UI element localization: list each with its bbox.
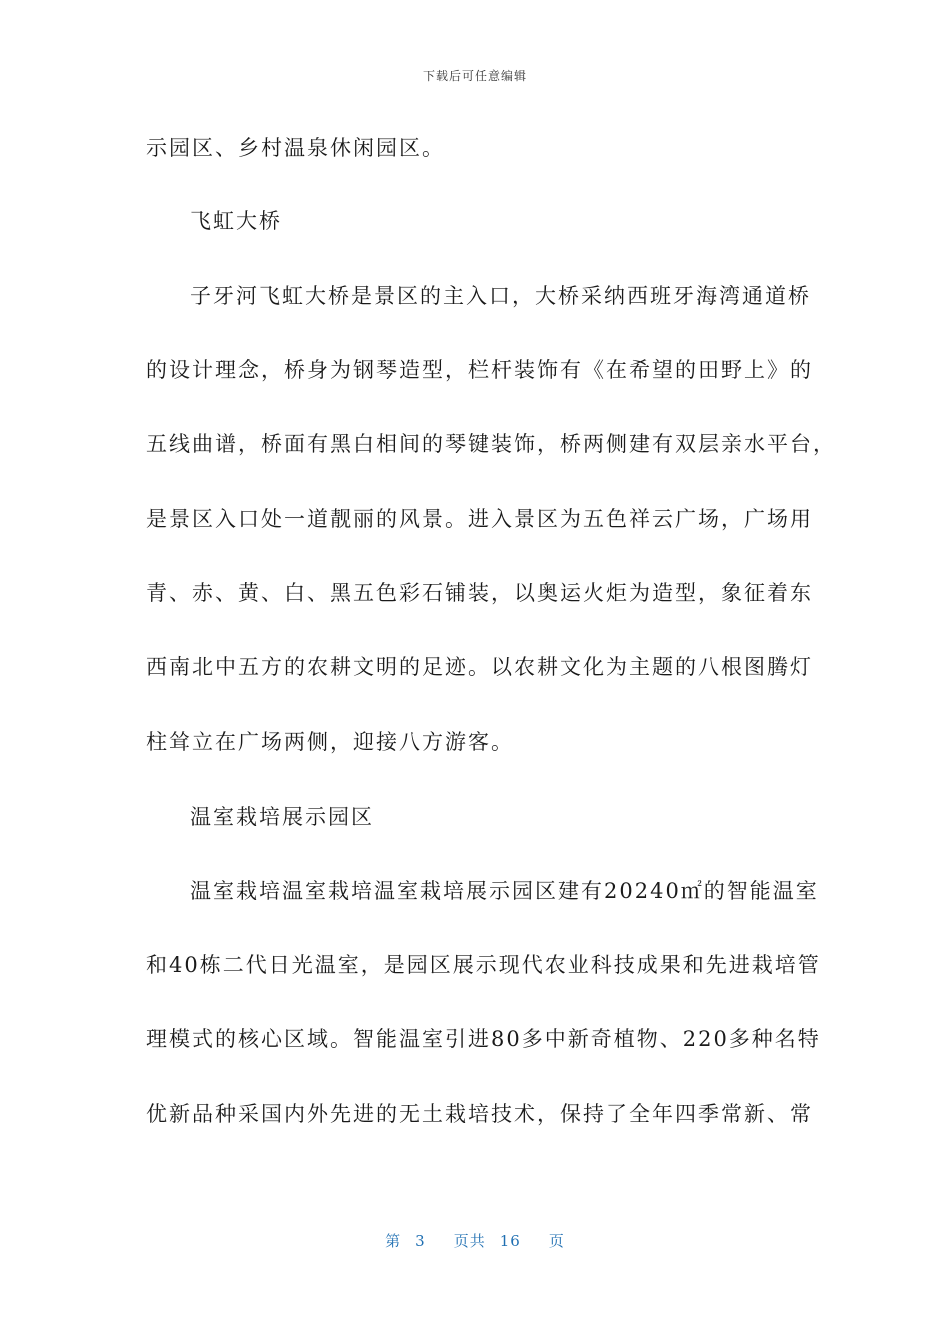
section-heading: 温室栽培展示园区 <box>190 805 374 829</box>
footer-suffix: 页 <box>548 1232 565 1250</box>
body-line: 优新品种采国内外先进的无土栽培技术，保持了全年四季常新、常 <box>146 1102 813 1126</box>
body-line: 和40栋二代日光温室，是园区展示现代农业科技成果和先进栽培管 <box>146 953 821 977</box>
footer-total-pages: 16 <box>499 1232 521 1250</box>
footer-middle: 页共 <box>453 1232 486 1250</box>
body-line: 子牙河飞虹大桥是景区的主入口，大桥采纳西班牙海湾通道桥 <box>190 284 811 308</box>
body-line: 青、赤、黄、白、黑五色彩石铺装，以奥运火炬为造型，象征着东 <box>146 581 813 605</box>
header-note: 下载后可任意编辑 <box>422 69 527 83</box>
footer-prefix: 第 <box>385 1232 402 1250</box>
body-line: 柱耸立在广场两侧，迎接八方游客。 <box>146 730 514 754</box>
body-line: 西南北中五方的农耕文明的足迹。以农耕文化为主题的八根图腾灯 <box>146 655 813 679</box>
body-line: 的设计理念，桥身为钢琴造型，栏杆装饰有《在希望的田野上》的 <box>146 358 813 382</box>
body-line: 温室栽培温室栽培温室栽培展示园区建有20240㎡的智能温室 <box>190 879 819 903</box>
body-line: 理模式的核心区域。智能温室引进80多中新奇植物、220多种名特 <box>146 1027 821 1051</box>
page-footer <box>0 1230 950 1251</box>
section-heading: 飞虹大桥 <box>190 209 282 233</box>
footer-page-number: 3 <box>415 1232 426 1250</box>
body-line: 是景区入口处一道靓丽的风景。进入景区为五色祥云广场，广场用 <box>146 507 813 531</box>
body-line: 示园区、乡村温泉休闲园区。 <box>146 136 445 160</box>
body-line: 五线曲谱，桥面有黑白相间的琴键装饰，桥两侧建有双层亲水平台， <box>146 432 836 456</box>
